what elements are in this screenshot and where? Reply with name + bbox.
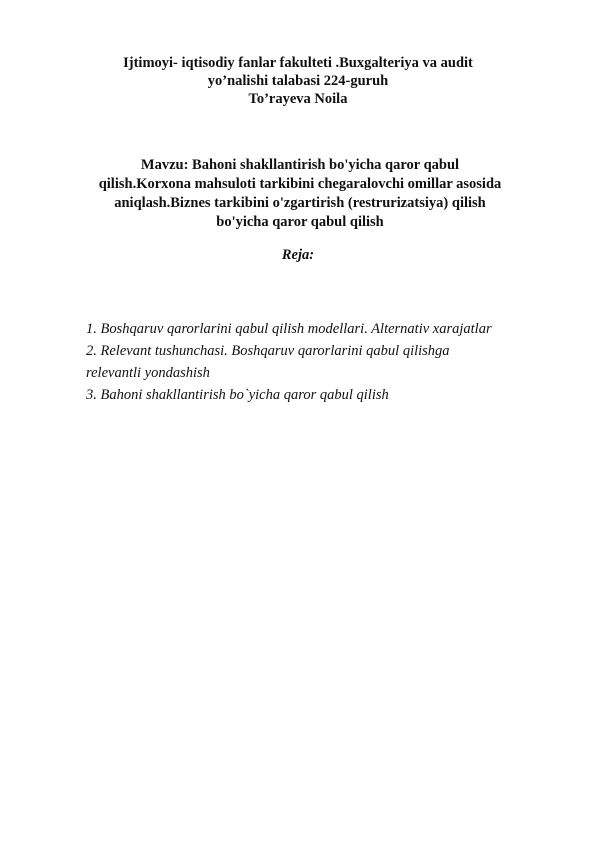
plan-heading: Reja: — [281, 247, 315, 263]
plan-item-2-continued: relevantli yondashish — [86, 365, 210, 381]
topic-line-4: bo'yicha qaror qabul qilish — [216, 214, 384, 230]
group-line: yo’nalishi talabasi 224-guruh — [207, 73, 389, 89]
topic-line-2: qilish.Korxona mahsuloti tarkibini chegaralovchi omillar asosida — [98, 176, 502, 192]
plan-list — [86, 318, 566, 406]
topic-line-3: aniqlash.Biznes tarkibini o'zgartirish (restrurizatsiya) qilish — [114, 195, 486, 211]
plan-item-1: 1. Boshqaruv qarorlarini qabul qilish modellari. Alternativ xarajatlar — [86, 321, 492, 337]
topic-line-1: Mavzu: Bahoni shakllantirish bo'yicha qaror qabul — [140, 157, 460, 173]
author-name: To’rayeva Noila — [248, 91, 348, 107]
faculty-line: Ijtimoyi- iqtisodiy fanlar fakulteti .Buxgalteriya va audit — [123, 55, 473, 71]
plan-item-3: 3. Bahoni shakllantirish bo`yicha qaror qabul qilish — [86, 387, 389, 403]
plan-item-2: 2. Relevant tushunchasi. Boshqaruv qarorlarini qabul qilishga — [86, 343, 450, 359]
author-header — [0, 54, 596, 108]
topic-title — [40, 156, 560, 232]
